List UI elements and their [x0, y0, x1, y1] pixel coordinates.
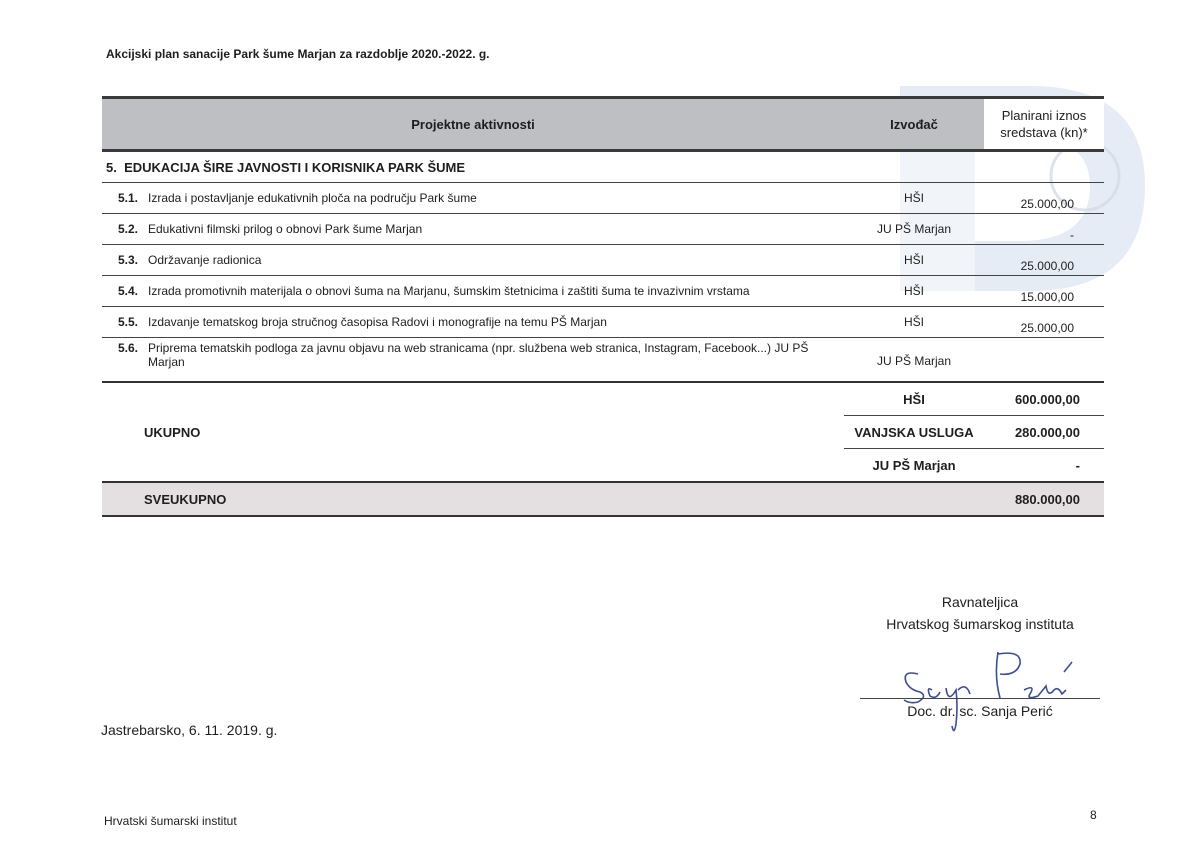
- table-row: [102, 307, 1104, 338]
- row-number: 5.3.: [102, 245, 144, 276]
- row-contractor: HŠI: [844, 183, 984, 214]
- row-contractor: JU PŠ Marjan: [844, 338, 984, 383]
- total-contractor: JU PŠ Marjan: [844, 449, 984, 483]
- table-row: [102, 338, 1104, 383]
- page-number: 8: [1090, 808, 1097, 822]
- header-amount-line1: Planirani iznos: [1001, 108, 1087, 123]
- signature-line: [860, 698, 1100, 699]
- document-title: Akcijski plan sanacije Park šume Marjan za razdoblje 2020.-2022. g.: [106, 47, 490, 61]
- signatory-institution: Hrvatskog šumarskog instituta: [886, 616, 1074, 632]
- header-amount-line2: sredstava (kn)*: [1000, 125, 1088, 140]
- total-amount: -: [984, 449, 1104, 483]
- row-number: 5.2.: [102, 214, 144, 245]
- total-label: UKUPNO: [102, 382, 844, 482]
- section-row: [102, 151, 1104, 183]
- row-amount: 25.000,00: [984, 183, 1104, 214]
- signatory-role: Ravnateljica: [941, 594, 1019, 610]
- row-activity: Edukativni filmski prilog o obnovi Park šume Marjan: [144, 214, 844, 245]
- handwritten-signature: [896, 646, 1096, 736]
- row-number: 5.6.: [102, 338, 144, 383]
- row-activity: Izrada promotivnih materijala o obnovi šuma na Marjanu, šumskim štetnicima i zaštiti šuma te invazivnim vrstama: [144, 276, 844, 307]
- header-activities: Projektne aktivnosti: [102, 98, 844, 151]
- row-number: 5.4.: [102, 276, 144, 307]
- signatory-name: Doc. dr. sc. Sanja Perić: [907, 703, 1053, 719]
- total-contractor: VANJSKA USLUGA: [844, 416, 984, 449]
- row-contractor: HŠI: [844, 245, 984, 276]
- grand-total-row: [102, 482, 1104, 516]
- row-contractor: JU PŠ Marjan: [844, 214, 984, 245]
- row-amount: 25.000,00: [984, 307, 1104, 338]
- row-activity: Priprema tematskih podloga za javnu objavu na web stranicama (npr. službena web stranica, Instagram, Facebook...) JU PŠ Marjan: [144, 338, 844, 383]
- row-activity: Održavanje radionica: [144, 245, 844, 276]
- row-number: 5.5.: [102, 307, 144, 338]
- row-activity: Izdavanje tematskog broja stručnog časopisa Radovi i monografije na temu PŠ Marjan: [144, 307, 844, 338]
- table-header-row: [102, 98, 1104, 151]
- row-amount: [984, 338, 1104, 383]
- footer-institution: Hrvatski šumarski institut: [104, 814, 237, 828]
- header-contractor: Izvođač: [844, 98, 984, 151]
- row-number: 5.1.: [102, 183, 144, 214]
- signature-block: [860, 594, 1100, 632]
- action-plan-table: [102, 96, 1104, 517]
- table-row: [102, 214, 1104, 245]
- section-number: 5.: [106, 159, 117, 175]
- section-title: EDUKACIJA ŠIRE JAVNOSTI I KORISNIKA PARK ŠUME: [124, 159, 466, 175]
- grand-total-amount: 880.000,00: [984, 482, 1104, 516]
- row-amount: 15.000,00: [984, 276, 1104, 307]
- total-contractor: HŠI: [844, 382, 984, 416]
- table-row: [102, 245, 1104, 276]
- header-amount: [984, 98, 1104, 151]
- row-amount: 25.000,00: [984, 245, 1104, 276]
- row-contractor: HŠI: [844, 276, 984, 307]
- table-row: [102, 183, 1104, 214]
- row-activity: Izrada i postavljanje edukativnih ploča na području Park šume: [144, 183, 844, 214]
- total-row-hsi: [102, 382, 1104, 416]
- total-amount: 600.000,00: [984, 382, 1104, 416]
- section-heading: [102, 151, 1104, 183]
- row-contractor: HŠI: [844, 307, 984, 338]
- grand-total-label: SVEUKUPNO: [102, 482, 984, 516]
- total-amount: 280.000,00: [984, 416, 1104, 449]
- row-amount: -: [984, 214, 1104, 245]
- table-row: [102, 276, 1104, 307]
- place-and-date: Jastrebarsko, 6. 11. 2019. g.: [101, 722, 278, 738]
